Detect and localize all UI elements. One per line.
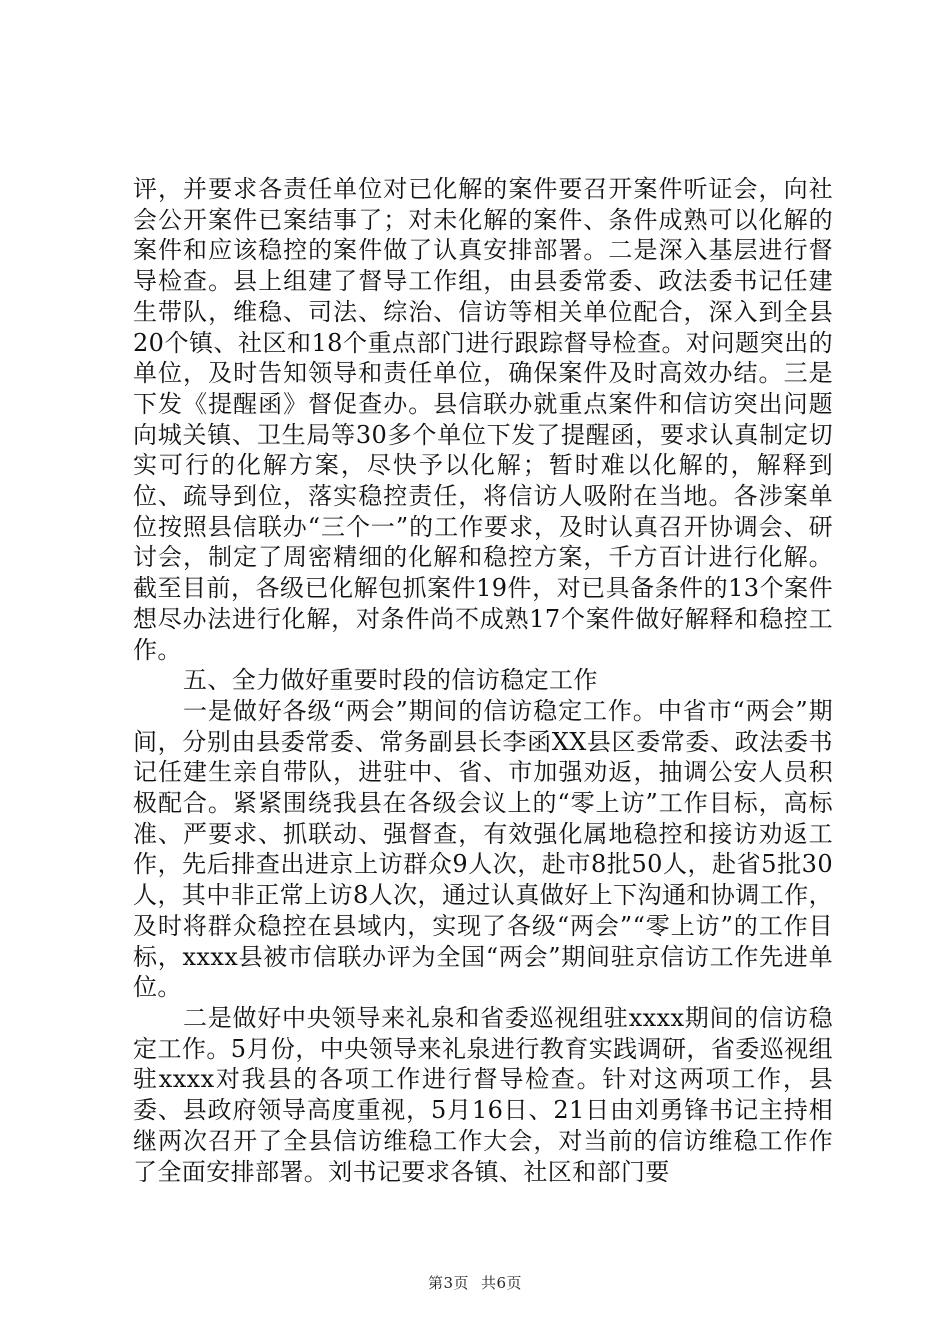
page-number-total: 共6页 — [481, 1274, 523, 1292]
paragraph-two-sessions: 一是做好各级“两会”期间的信访稳定工作。中省市“两会”期间，分别由县委常委、常务副县长李函XX县区委常委、政法委书记任建生亲自带队，进驻中、省、市加强劝返，抽调公安人员积极配合。紧紧围绕我县在各级会议上的“零上访”工作目标，高标准、严要求、抓联动、强督查，有效强化属地稳控和接访劝返工作，先后排查出进京上访群众9人次，赴市8批50人，赴省5批30人，其中非正常上访8人次，通过认真做好上下沟通和协调工作，及时将群众稳控在县域内，实现了各级“两会”“零上访”的工作目标，xxxx县被市信联办评为全国“两会”期间驻京信访工作先进单位。 — [133, 696, 833, 1002]
section-heading: 五、全力做好重要时段的信访稳定工作 — [183, 666, 598, 695]
page-footer — [0, 1272, 950, 1293]
paragraph-continued: 评，并要求各责任单位对已化解的案件要召开案件听证会，向社会公开案件已案结事了；对未化解的案件、条件成熟可以化解的案件和应该稳控的案件做了认真安排部署。二是深入基层进行督导检查。县上组建了督导工作组，由县委常委、政法委书记任建生带队，维稳、司法、综治、信访等相关单位配合，深入到全县20个镇、社区和18个重点部门进行跟踪督导检查。对问题突出的单位，及时告知领导和责任单位，确保案件及时高效办结。三是下发《提醒函》督促查办。县信联办就重点案件和信访突出问题向城关镇、卫生局等30多个单位下发了提醒函，要求认真制定切实可行的化解方案，尽快予以化解；暂时难以化解的，解释到位、疏导到位，落实稳控责任，将信访人吸附在当地。各涉案单位按照县信联办“三个一”的工作要求，及时认真召开协调会、研讨会，制定了周密精细的化解和稳控方案，千方百计进行化解。截至目前，各级已化解包抓案件19件，对已具备条件的13个案件想尽办法进行化解，对条件尚不成熟17个案件做好解释和稳控工作。 — [133, 175, 833, 664]
document-body — [133, 174, 833, 1187]
page-number-current: 第3页 — [427, 1274, 469, 1292]
paragraph-central-leaders: 二是做好中央领导来礼泉和省委巡视组驻xxxx期间的信访稳定工作。5月份，中央领导来礼泉进行教育实践调研，省委巡视组驻xxxx对我县的各项工作进行督导检查。针对这两项工作，县委、县政府领导高度重视，5月16日、21日由刘勇锋书记主持相继两次召开了全县信访维稳工作大会，对当前的信访维稳工作作了全面安排部署。刘书记要求各镇、社区和部门要 — [133, 1003, 833, 1186]
